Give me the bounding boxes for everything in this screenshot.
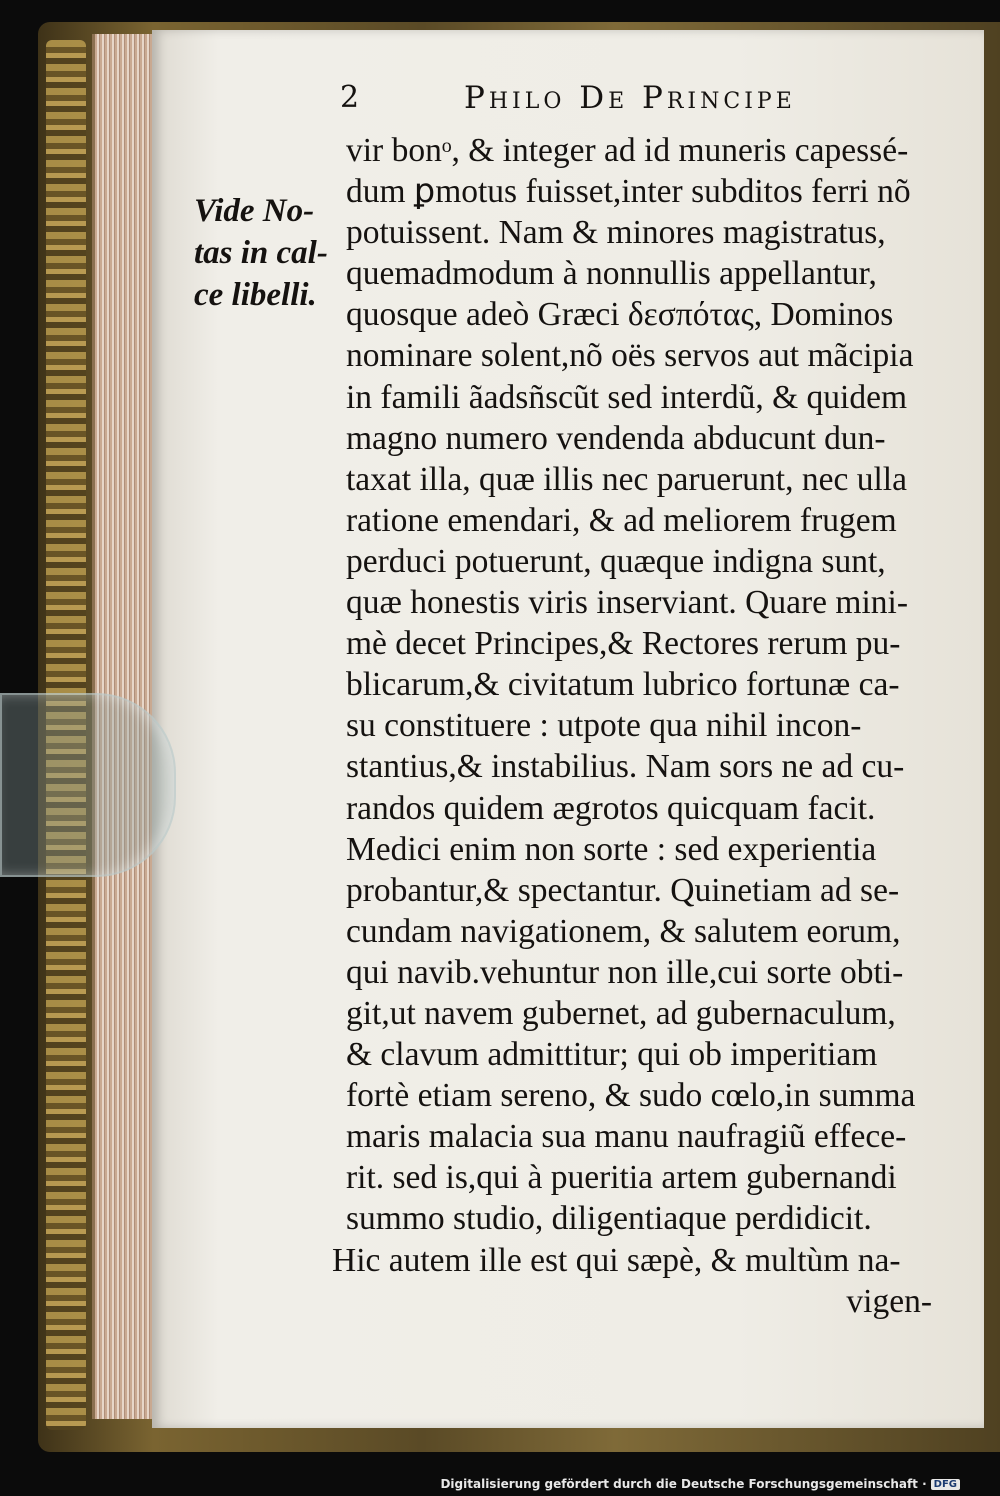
text-line: su constituere : utpote qua nihil incon- <box>346 707 862 745</box>
text-line: in famili ãadsñscũt sed interdũ, & quidem <box>346 378 908 416</box>
body-text <box>332 130 972 1322</box>
text-line: taxat illa, quæ illis nec paruerunt, nec ulla <box>346 460 907 498</box>
text-line: fortè etiam sereno, & sudo cœlo,in summa <box>346 1077 916 1115</box>
text-line: Hic autem ille est qui sæpè, & multùm na- <box>332 1241 901 1279</box>
text-line: rit. sed is,qui à pueritia artem gubernandi <box>346 1159 897 1197</box>
text-line: qui navib.vehuntur non ille,cui sorte obti- <box>346 953 904 991</box>
running-head <box>340 80 900 124</box>
text-line: Medici enim non sorte : sed experientia <box>346 830 877 868</box>
marginal-note-line: tas in cal- <box>194 235 328 271</box>
text-line: & clavum admittitur; qui ob imperitiam <box>346 1036 878 1074</box>
text-line: perduci potuerunt, quæque indigna sunt, <box>346 542 886 580</box>
text-line: summo studio, diligentiaque perdidicit. <box>346 1200 872 1238</box>
text-line: cundam navigationem, & salutem eorum, <box>346 912 901 950</box>
text-line: probantur,& spectantur. Quinetiam ad se- <box>346 871 900 909</box>
text-line: git,ut navem gubernet, ad gubernaculum, <box>346 994 896 1032</box>
text-line: nominare solent,nõ oës servos aut mãcipia <box>346 337 914 375</box>
catchword: vigen- <box>846 1282 932 1320</box>
marginal-note-line: Vide No- <box>194 193 315 229</box>
dfg-logo: DFG <box>931 1479 960 1490</box>
marginal-note <box>194 190 344 316</box>
text-line: randos quidem ægrotos quicquam facit. <box>346 789 876 827</box>
glass-page-clip <box>0 693 176 877</box>
text-line: stantius,& instabilius. Nam sors ne ad cu- <box>346 748 905 786</box>
digitization-credit <box>440 1474 960 1494</box>
page-number: 2 <box>340 80 363 115</box>
text-line: quæ honestis viris inserviant. Quare mini- <box>346 584 908 622</box>
text-line: vir bonᵒ, & integer ad id muneris capessé- <box>346 132 909 169</box>
text-line: blicarum,& civitatum lubrico fortunæ ca- <box>346 666 900 704</box>
marginal-note-line: ce libelli. <box>194 277 317 313</box>
text-line: maris malacia sua manu naufragiũ effece- <box>346 1118 907 1156</box>
running-title: Philo De Principe <box>464 80 796 116</box>
text-line: potuissent. Nam & minores magistratus, <box>346 214 886 252</box>
text-line: quosque adeò Græci δεσπότας, Dominos <box>346 296 894 334</box>
text-line: dum ꝑmotus fuisset,inter subditos ferri nõ <box>346 173 911 211</box>
text-line: magno numero vendenda abducunt dun- <box>346 419 886 457</box>
credit-text: Digitalisierung gefördert durch die Deutsche Forschungsgemeinschaft · <box>440 1477 927 1491</box>
text-line: quemadmodum à nonnullis appellantur, <box>346 255 877 293</box>
text-line: mè decet Principes,& Rectores rerum pu- <box>346 625 901 663</box>
text-line: ratione emendari, & ad meliorem frugem <box>346 501 897 539</box>
